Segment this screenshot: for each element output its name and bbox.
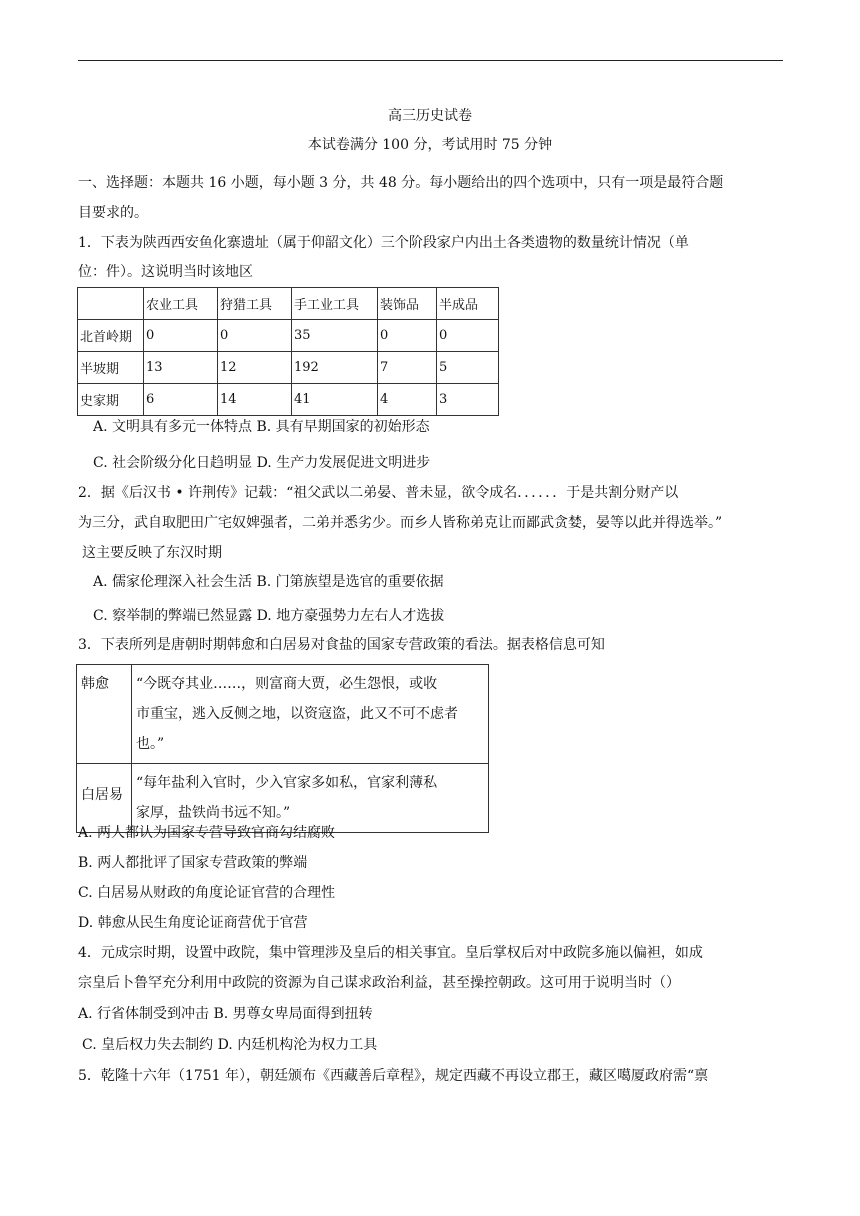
table-cell: 狩猎工具 (218, 288, 292, 320)
table-cell: 半坡期 (78, 352, 144, 384)
table-cell: 农业工具 (144, 288, 218, 320)
q1-stem: 位：件）。这说明当时该地区 (78, 264, 253, 280)
q4-options: C. 皇后权力失去制约 D. 内廷机构沦为权力工具 (82, 1037, 378, 1053)
table-cell: 3 (437, 384, 499, 416)
table-header-row (78, 288, 499, 320)
q3-option-b: B. 两人都批评了国家专营政策的弊端 (78, 855, 308, 871)
table-cell: 北首岭期 (78, 320, 144, 352)
quote-line: 也。” (136, 736, 165, 752)
table-cell: 0 (378, 320, 437, 352)
table-cell: 41 (292, 384, 378, 416)
table-cell: 5 (437, 352, 499, 384)
page-title: 高三历史试卷 (388, 108, 472, 124)
section-intro-line: 目要求的。 (78, 205, 148, 221)
table-cell: 13 (144, 352, 218, 384)
quote-line: 家厚，盐铁尚书远不知。” (136, 805, 291, 821)
q3-stem: 3．下表所列是唐朝时期韩愈和白居易对食盐的国家专营政策的看法。据表格信息可知 (78, 637, 605, 653)
q2-options: A. 儒家伦理深入社会生活 B. 门第族望是选官的重要依据 (93, 574, 444, 590)
table-cell: 0 (218, 320, 292, 352)
quote-line: “每年盐利入官时，少入官家多如私，官家利薄私 (136, 775, 438, 791)
table-cell: 6 (144, 384, 218, 416)
q2-options: C. 察举制的弊端已然显露 D. 地方豪强势力左右人才选拔 (93, 608, 445, 624)
table-cell: 4 (378, 384, 437, 416)
q1-data-table (77, 287, 499, 416)
table-cell: 7 (378, 352, 437, 384)
q3-quote-table (76, 664, 489, 833)
q1-stem: 1．下表为陕西西安鱼化寨遗址（属于仰韶文化）三个阶段家户内出土各类遗物的数量统计情况（单 (78, 235, 689, 251)
quote-line: 市重宝，逃入反侧之地，以资寇盗，此又不可不虑者 (136, 706, 458, 722)
table-row (78, 384, 499, 416)
table-cell: 手工业工具 (292, 288, 378, 320)
page-subtitle: 本试卷满分 100 分，考试用时 75 分钟 (307, 137, 553, 153)
table-row (78, 320, 499, 352)
table-cell: 半成品 (437, 288, 499, 320)
table-cell: 12 (218, 352, 292, 384)
table-cell: 0 (437, 320, 499, 352)
table-cell: 白居易 (77, 764, 132, 833)
table-row (77, 665, 489, 764)
q3-option-c: C. 白居易从财政的角度论证官营的合理性 (78, 885, 336, 901)
q5-stem: 5．乾隆十六年（1751 年），朝廷颁布《西藏善后章程》，规定西藏不再设立郡王，藏区噶厦政府需“禀 (78, 1068, 709, 1084)
q2-stem: 这主要反映了东汉时期 (82, 545, 222, 561)
table-cell: 192 (292, 352, 378, 384)
q2-stem: 2．据《后汉书 • 许荆传》记载：“祖父武以二弟晏、普未显，欲令成名．．．．．．于是共割分财产以 (78, 485, 679, 501)
q1-options: C. 社会阶级分化日趋明显 D. 生产力发展促进文明进步 (93, 455, 431, 471)
quote-line: “今既夺其业……，则富商大贾，必生怨恨，或收 (136, 676, 438, 692)
q3-option-a: A. 两人都认为国家专营导致官商勾结腐败 (78, 825, 336, 841)
table-cell: 35 (292, 320, 378, 352)
q4-stem: 宗皇后卜鲁罕充分利用中政院的资源为自己谋求政治利益，甚至操控朝政。这可用于说明当时（） (78, 975, 680, 991)
section-intro-line: 一、选择题：本题共 16 小题，每小题 3 分，共 48 分。每小题给出的四个选项中，只有一项是最符合题 (78, 175, 724, 191)
table-cell: 14 (218, 384, 292, 416)
table-row (78, 352, 499, 384)
table-cell: 韩愈 (77, 665, 132, 764)
table-cell: 史家期 (78, 384, 144, 416)
table-cell: 0 (144, 320, 218, 352)
table-cell (78, 288, 144, 320)
table-cell: 装饰品 (378, 288, 437, 320)
q2-stem: 为三分，武自取肥田广宅奴婢强者，二弟并悉劣少。而乡人皆称弟克让而鄙武贪婪，晏等以此并得选举。” (78, 515, 723, 531)
header-rule (78, 60, 783, 61)
q1-options: A. 文明具有多元一体特点 B. 具有早期国家的初始形态 (93, 419, 430, 435)
table-cell (132, 665, 489, 764)
q4-options: A. 行省体制受到冲击 B. 男尊女卑局面得到扭转 (78, 1006, 373, 1022)
q4-stem: 4．元成宗时期，设置中政院，集中管理涉及皇后的相关事宜。皇后掌权后对中政院多施以偏袒，如成 (78, 945, 703, 961)
q3-option-d: D. 韩愈从民生角度论证商营优于官营 (78, 915, 308, 931)
